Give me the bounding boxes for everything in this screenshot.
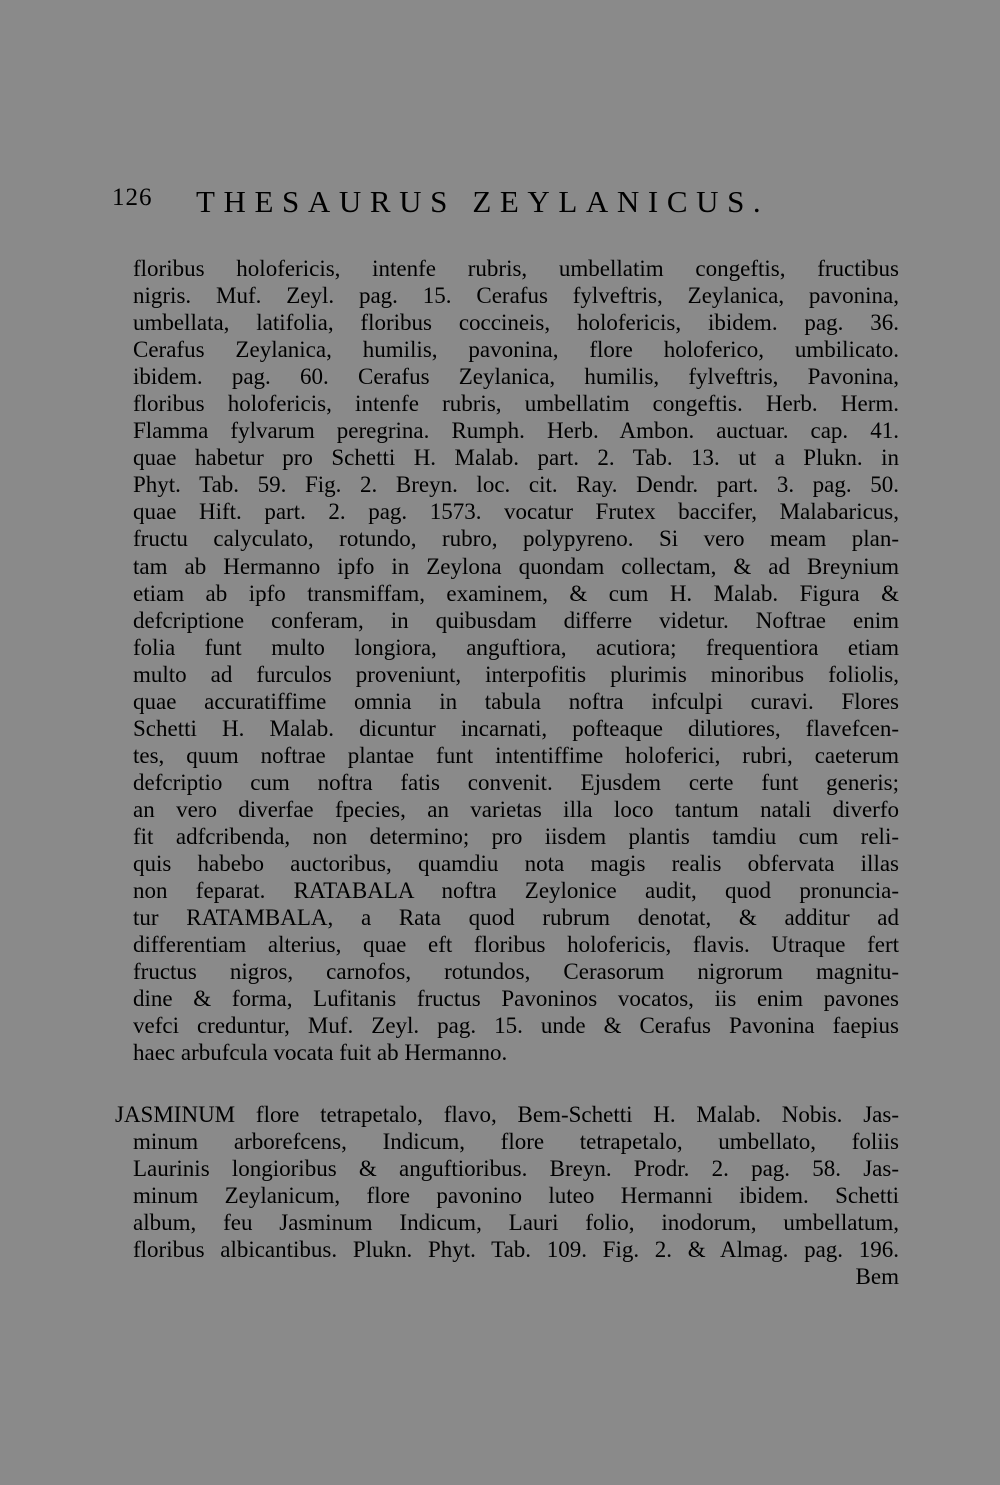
- text-line: minum arborefcens, Indicum, flore tetrapetalo, umbellato, foliis: [133, 1129, 899, 1155]
- text-line: Laurinis longioribus & anguftioribus. Breyn. Prodr. 2. pag. 58. Jas-: [133, 1156, 899, 1182]
- text-line: JASMINUM flore tetrapetalo, flavo, Bem-Schetti H. Malab. Nobis. Jas-: [115, 1102, 899, 1127]
- text-line: an vero diverfae fpecies, an varietas illa loco tantum natali diverfo: [133, 796, 899, 822]
- text-line: quae accuratiffime omnia in tabula noftra infculpi curavi. Flores: [133, 688, 899, 714]
- text-line: tes, quum noftrae plantae funt intentiffime holoferici, rubri, caeterum: [133, 742, 899, 768]
- text-line: fructus nigros, carnofos, rotundos, Cerasorum nigrorum magnitu-: [133, 959, 899, 985]
- text-line: etiam ab ipfo transmiffam, examinem, & cum H. Malab. Figura &: [133, 580, 899, 606]
- text-line: Schetti H. Malab. dicuntur incarnati, pofteaque dilutiores, flavefcen-: [133, 715, 899, 741]
- text-line: dine & forma, Lufitanis fructus Pavoninos vocatos, iis enim pavones: [133, 986, 899, 1012]
- text-line: folia funt multo longiora, anguftiora, acutiora; frequentiora etiam: [133, 634, 899, 660]
- text-line: vefci creduntur, Muf. Zeyl. pag. 15. unde & Cerafus Pavonina faepius: [133, 1013, 899, 1039]
- text-line: minum Zeylanicum, flore pavonino luteo Hermanni ibidem. Schetti: [133, 1183, 899, 1209]
- text-line: non feparat. RATABALA noftra Zeylonice audit, quod pronuncia-: [133, 878, 899, 904]
- page-number: 126: [112, 184, 153, 211]
- text-line: floribus albicantibus. Plukn. Phyt. Tab. 109. Fig. 2. & Almag. pag. 196.: [133, 1237, 899, 1263]
- text-line: album, feu Jasminum Indicum, Lauri folio, inodorum, umbellatum,: [133, 1210, 899, 1236]
- text-line: nigris. Muf. Zeyl. pag. 15. Cerafus fylveftris, Zeylanica, pavonina,: [133, 283, 899, 309]
- text-line: Phyt. Tab. 59. Fig. 2. Breyn. loc. cit. Ray. Dendr. part. 3. pag. 50.: [133, 472, 899, 498]
- text-line: floribus holofericis, intenfe rubris, umbellatim congeftis, fructibus: [133, 256, 899, 281]
- text-line: tur RATAMBALA, a Rata quod rubrum denotat, & additur ad: [133, 905, 899, 931]
- text-line: defcriptione conferam, in quibusdam differre videtur. Noftrae enim: [133, 607, 899, 633]
- text-line: ibidem. pag. 60. Cerafus Zeylanica, humilis, fylveftris, Pavonina,: [133, 364, 899, 390]
- text-line: tam ab Hermanno ipfo in Zeylona quondam collectam, & ad Breynium: [133, 553, 899, 579]
- text-line: haec arbufcula vocata fuit ab Hermanno.: [133, 1040, 508, 1066]
- text-line: quae Hift. part. 2. pag. 1573. vocatur Frutex baccifer, Malabaricus,: [133, 499, 899, 525]
- catchword: Bem: [855, 1264, 899, 1290]
- text-line: floribus holofericis, intenfe rubris, umbellatim congeftis. Herb. Herm.: [133, 391, 899, 417]
- paragraph-jasminum: [115, 1101, 899, 1290]
- running-title: THESAURUS ZEYLANICUS.: [196, 184, 770, 219]
- running-header: [0, 184, 1000, 224]
- text-line: fit adfcribenda, non determino; pro iisdem plantis tamdiu cum reli-: [133, 823, 899, 849]
- text-line: quis habebo auctoribus, quamdiu nota magis realis obfervata illas: [133, 851, 899, 877]
- text-line: differentiam alterius, quae eft floribus holofericis, flavis. Utraque fert: [133, 932, 899, 958]
- text-line: Cerafus Zeylanica, humilis, pavonina, flore holoferico, umbilicato.: [133, 337, 899, 363]
- text-line: umbellata, latifolia, floribus coccineis, holofericis, ibidem. pag. 36.: [133, 310, 899, 336]
- text-line: quae habetur pro Schetti H. Malab. part. 2. Tab. 13. ut a Plukn. in: [133, 445, 899, 471]
- text-line: fructu calyculato, rotundo, rubro, polypyreno. Si vero meam plan-: [133, 526, 899, 552]
- text-line: multo ad furculos proveniunt, interpofitis plurimis minoribus foliolis,: [133, 661, 899, 687]
- text-line: defcriptio cum noftra fatis convenit. Ejusdem certe funt generis;: [133, 769, 899, 795]
- text-line: Flamma fylvarum peregrina. Rumph. Herb. Ambon. auctuar. cap. 41.: [133, 418, 899, 444]
- paragraph-cerasus: [133, 255, 899, 1066]
